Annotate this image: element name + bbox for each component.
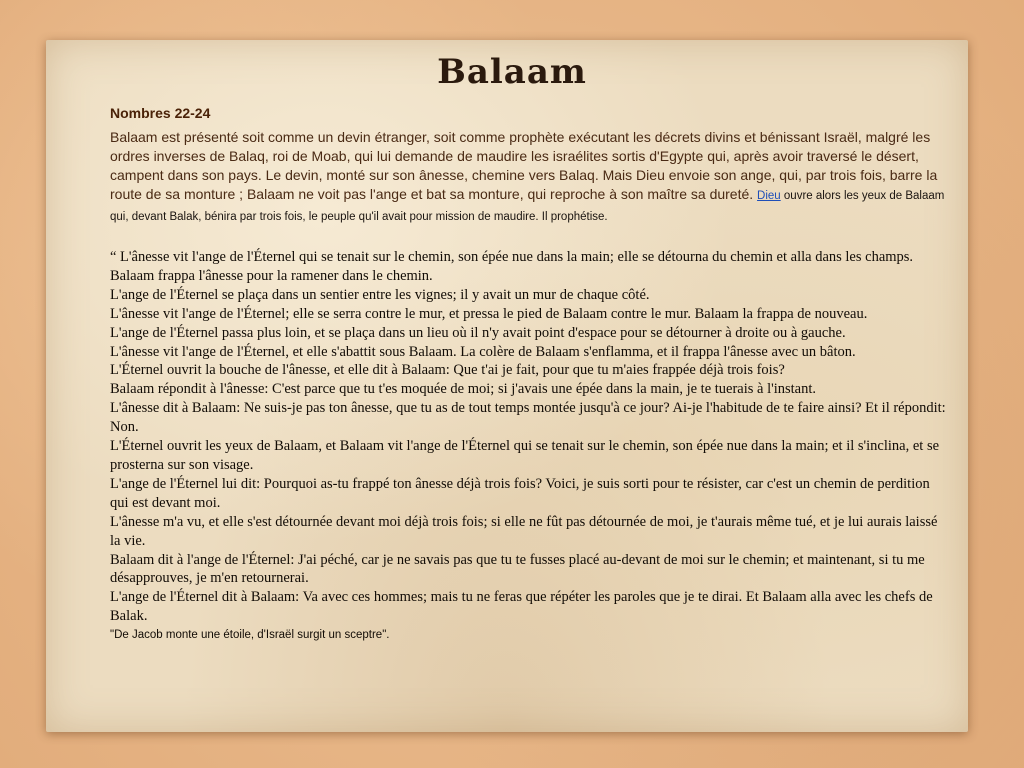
verse: “ L'ânesse vit l'ange de l'Éternel qui se tenait sur le chemin, son épée nue dans la main; elle se détourna du chemin et alla dans les champs. Balaam frappa l'ânesse pour la ramener dans le chemin. <box>110 249 914 284</box>
verse: L'ânesse dit à Balaam: Ne suis-je pas ton ânesse, que tu as de tout temps montée jusqu'à ce jour? Ai-je l'habitude de te faire ainsi? Et il répondit: Non. <box>110 400 946 436</box>
page-title: Balaam <box>437 52 587 92</box>
intro-small-text: ouvre alors les yeux de Balaam qui, devant Balak, bénira par trois fois, le peuple qu'il avait pour mission de maudire. Il prophétise. <box>110 190 945 223</box>
verse: L'ange de l'Éternel lui dit: Pourquoi as-tu frappé ton ânesse déjà trois fois? Voici, je suis sorti pour te résister, car c'est un chemin de perdition qui est devant moi. <box>110 475 930 511</box>
verse: L'ange de l'Éternel se plaça dans un sentier entre les vignes; il y avait un mur de chaque côté. <box>110 286 650 303</box>
verses-block <box>110 248 950 644</box>
verse: Balaam répondit à l'ânesse: C'est parce que tu t'es moquée de moi; si j'avais une épée dans la main, je te tuerais à l'instant. <box>110 381 817 398</box>
verse: L'ânesse vit l'ange de l'Éternel; elle se serra contre le mur, et pressa le pied de Balaam contre le mur. Balaam la frappa de nouveau. <box>110 305 868 322</box>
verse: L'Éternel ouvrit la bouche de l'ânesse, et elle dit à Balaam: Que t'ai je fait, pour que tu m'aies frappée déjà trois fois? <box>110 362 785 379</box>
verse: L'ânesse m'a vu, et elle s'est détournée devant moi déjà trois fois; si elle ne fût pas détournée de moi, je t'aurais même tué, et je lui aurais laissé la vie. <box>110 513 938 549</box>
verse: L'ânesse vit l'ange de l'Éternel, et elle s'abattit sous Balaam. La colère de Balaam s'enflamma, et il frappa l'ânesse avec un bâton. <box>110 343 856 360</box>
verse: L'ange de l'Éternel passa plus loin, et se plaça dans un lieu où il n'y avait point d'espace pour se détourner à droite ou à gauche. <box>110 324 846 341</box>
dieu-link[interactable]: Dieu <box>757 190 781 202</box>
scripture-reference: Nombres 22-24 <box>110 105 211 121</box>
intro-text: Balaam est présenté soit comme un devin étranger, soit comme prophète exécutant les décrets divins et bénissant Israël, malgré les ordres inverses de Balaq, roi de Moab, qui lui demande de maudire les israélites sortis d'Egypte qui, après avoir traversé le désert, campent dans son pays. Le devin, monté sur son ânesse, chemine vers Balaq. Mais Dieu envoie son ange, qui, par trois fois, barre la route de sa monture ; Balaam ne voit pas l'ange et bat sa monture, qui reproche à son maître sa dureté. <box>110 129 938 202</box>
intro-paragraph <box>110 128 960 227</box>
verse: Balaam dit à l'ange de l'Éternel: J'ai péché, car je ne savais pas que tu te fusses placé au-devant de moi sur le chemin; et maintenant, si tu me désapprouves, je m'en retournerai. <box>110 551 925 587</box>
verse: L'Éternel ouvrit les yeux de Balaam, et Balaam vit l'ange de l'Éternel qui se tenait sur le chemin, son épée nue dans la main; et il s'inclina, et se prosterna sur son visage. <box>110 438 940 473</box>
verse: L'ange de l'Éternel dit à Balaam: Va avec ces hommes; mais tu ne feras que répéter les paroles que je te dirai. Et Balaam alla avec les chefs de Balak. <box>110 589 933 625</box>
closing-quote: "De Jacob monte une étoile, d'Israël surgit un sceptre". <box>110 629 390 642</box>
